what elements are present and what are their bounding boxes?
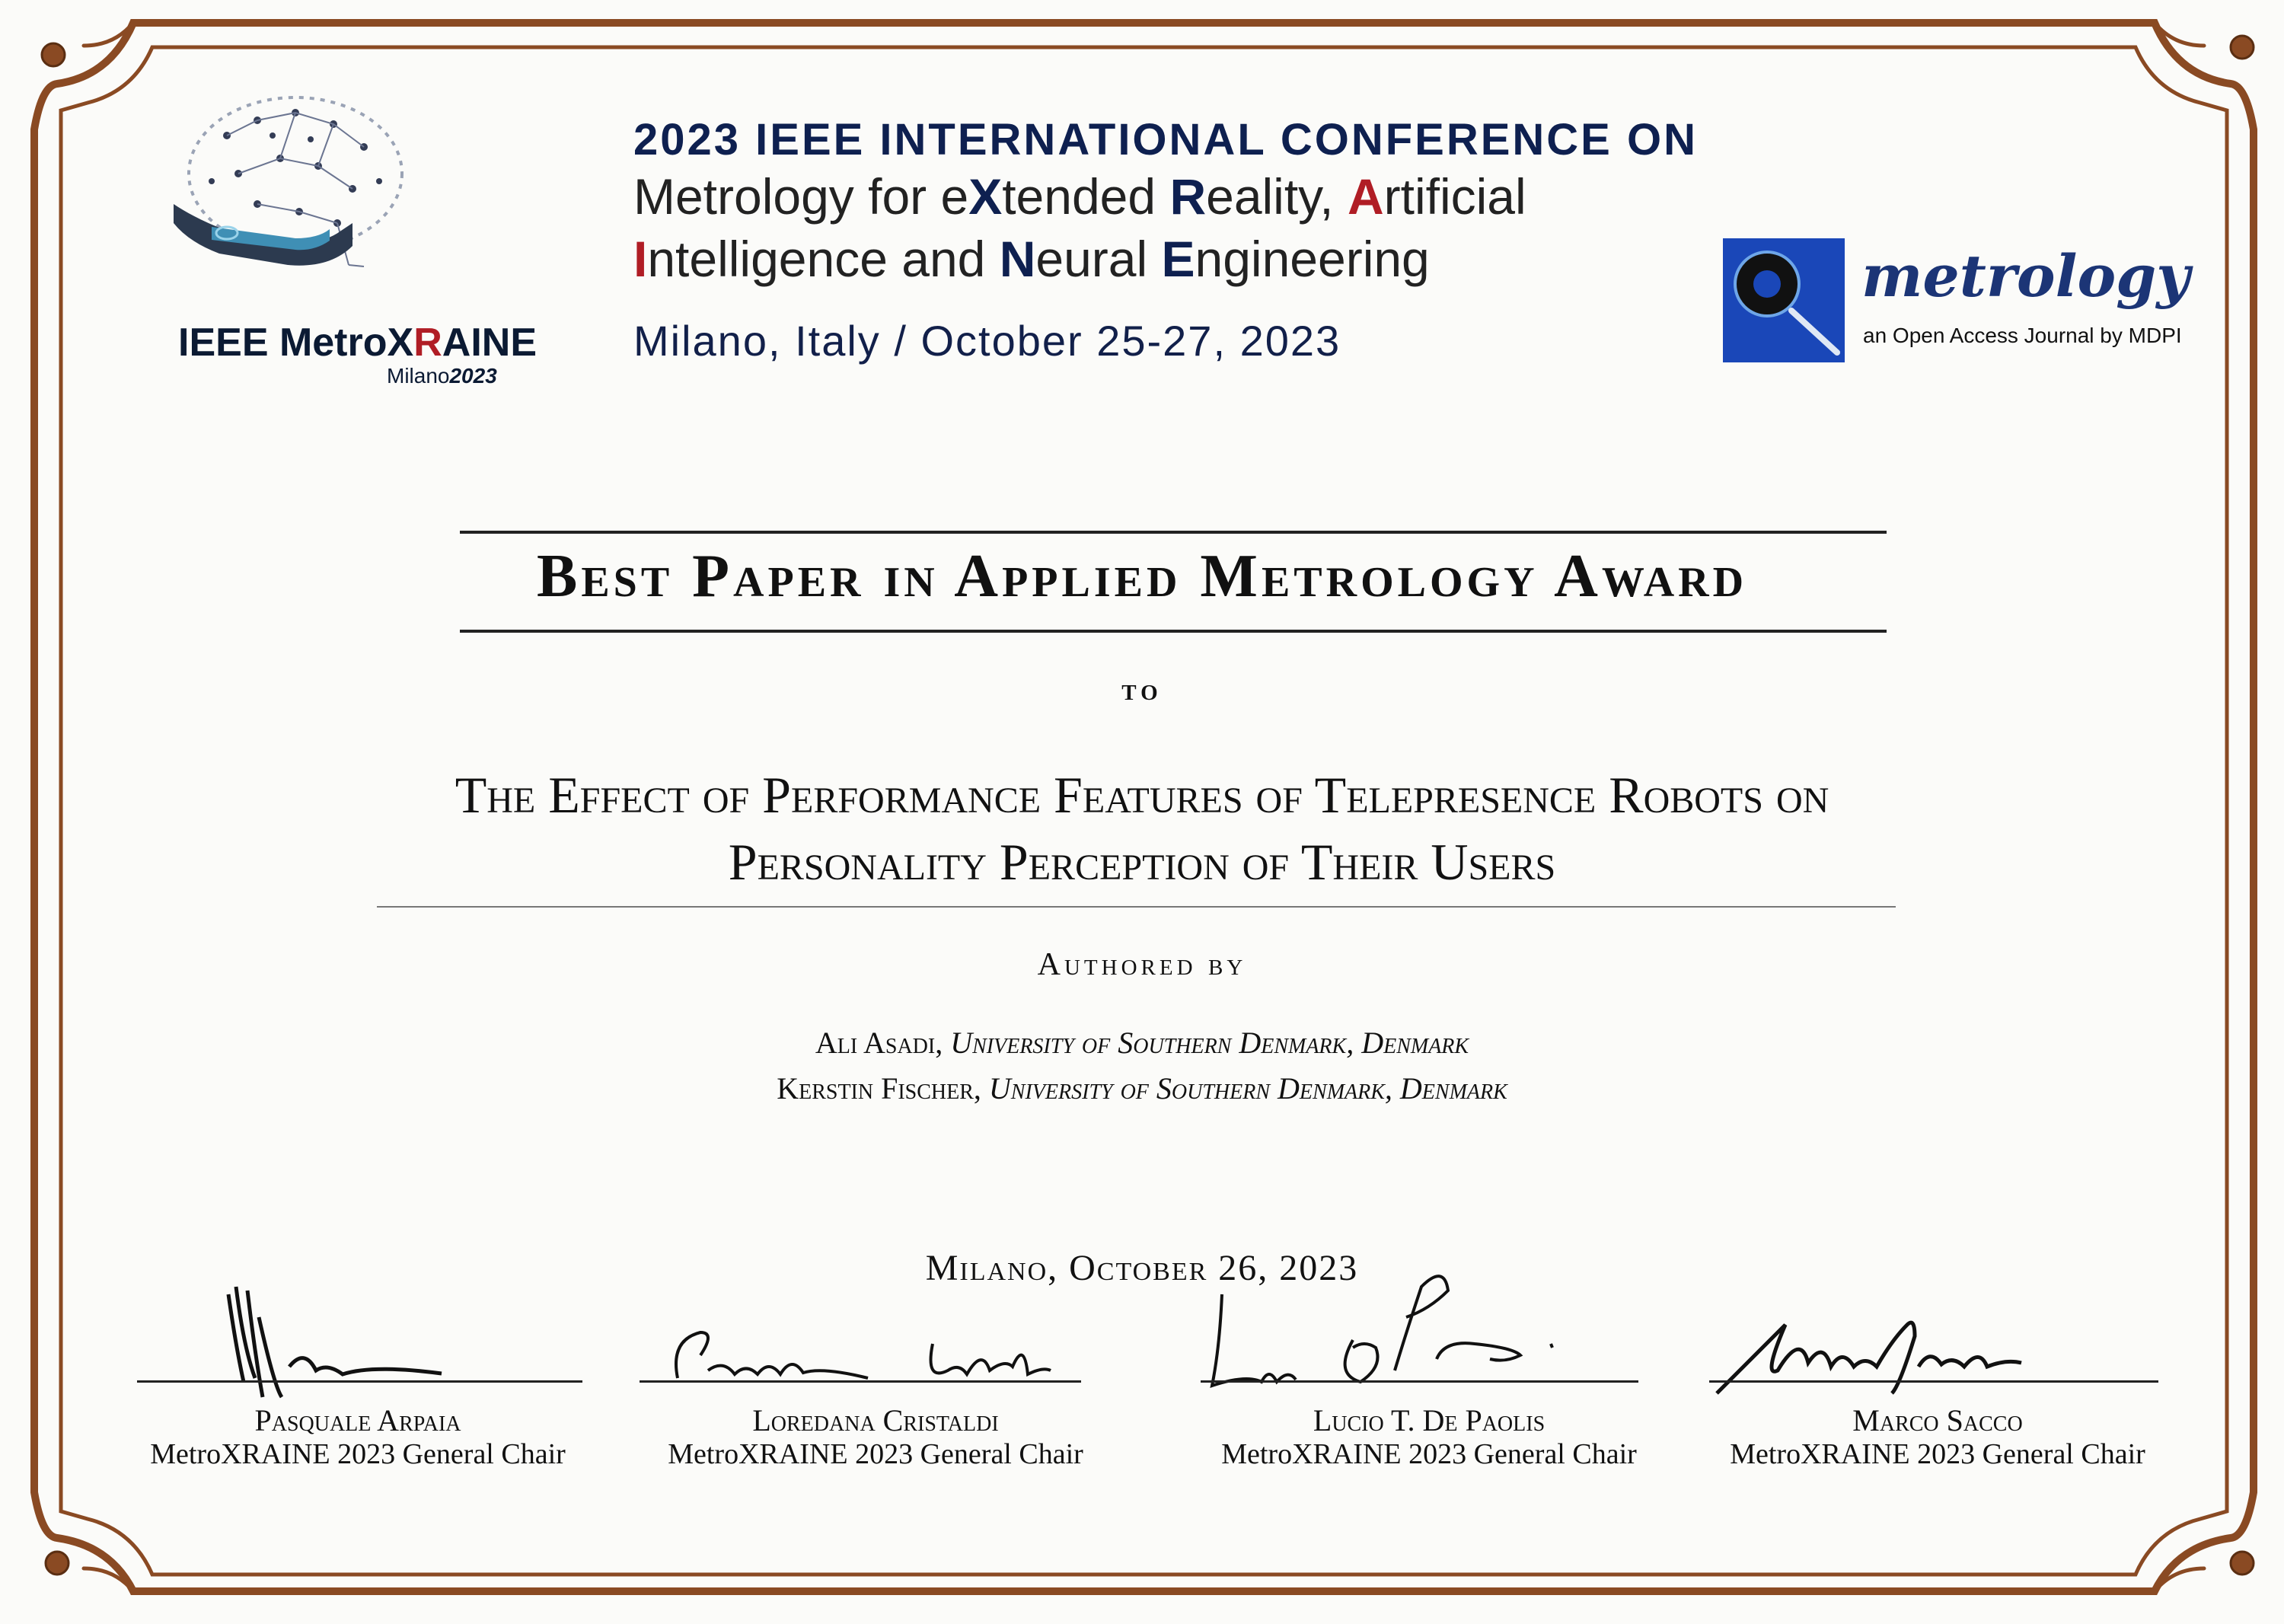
signature-block [1201,1233,1657,1470]
signatory-role: MetroXRAINE 2023 General Chair [668,1438,1083,1470]
signature-block [647,1233,1104,1470]
corner-dot-icon [46,1552,69,1575]
paper-title-line1: The Effect of Performance Features of Telepresence Robots on [455,766,1829,824]
paper-rule [377,906,1896,908]
measuring-tape-icon [1723,238,1845,362]
signature-block [129,1233,586,1470]
signature-line [137,1380,582,1383]
logo-subtitle: Milano2023 [387,364,497,388]
signature-icon [647,1233,1104,1416]
paper-title-line2: Personality Perception of Their Users [728,833,1556,891]
signatory-name: Pasquale Arpaia [254,1403,461,1437]
corner-dot-icon [2231,36,2254,59]
award-title: Best Paper in Applied Metrology Award [536,543,1748,610]
brain-headset-logo-icon [166,90,425,318]
signatory-role: MetroXRAINE 2023 General Chair [1221,1438,1637,1470]
author-entry: Kerstin Fischer, University of Southern Denmark, Denmark [777,1071,1507,1106]
author-list [0,1020,2284,1112]
signature-line [1709,1380,2158,1383]
signature-block [1709,1233,2166,1470]
journal-logo-box [1723,238,1845,362]
author-affiliation: University of Southern Denmark, Denmark [988,1071,1507,1106]
authored-by-label: Authored by [1037,947,1247,982]
place-date: Milano, October 26, 2023 [925,1248,1359,1288]
conference-heading [633,114,1698,365]
conference-location-date: Milano, Italy / October 25-27, 2023 [633,317,1341,365]
signature-icon [1709,1233,2166,1416]
corner-dot-icon [42,43,65,66]
corner-dot-icon [2231,1552,2254,1575]
author-entry: Ali Asadi, University of Southern Denmark, Denmark [815,1026,1469,1060]
signature-icon [129,1233,586,1416]
conference-name-line2: Intelligence and Neural Engineering [633,231,1430,287]
paper-title [190,761,2094,895]
signatory-name: Lucio T. De Paolis [1313,1403,1546,1437]
signatory-role: MetroXRAINE 2023 General Chair [150,1438,566,1470]
award-rule-bottom [460,630,1887,633]
conference-name-line1: Metrology for eXtended Reality, Artificial [633,168,1526,225]
author-affiliation: University of Southern Denmark, Denmark [950,1026,1469,1060]
signature-icon [1201,1233,1657,1416]
signatory-name: Marco Sacco [1852,1403,2023,1437]
signatory-name: Loredana Cristaldi [752,1403,999,1437]
signature-line [1201,1380,1638,1383]
journal-subtitle: an Open Access Journal by MDPI [1863,324,2182,347]
award-to: to [1121,672,1163,707]
signatory-role: MetroXRAINE 2023 General Chair [1730,1438,2145,1470]
journal-name: metrology [1861,242,2190,310]
author-name: Kerstin Fischer [777,1071,974,1106]
author-name: Ali Asadi [815,1026,936,1060]
logo-wordmark: IEEE MetroXRAINE [178,321,538,365]
signature-line [640,1380,1081,1383]
award-rule-top [460,531,1887,534]
conference-title: 2023 IEEE INTERNATIONAL CONFERENCE ON [633,115,1698,164]
